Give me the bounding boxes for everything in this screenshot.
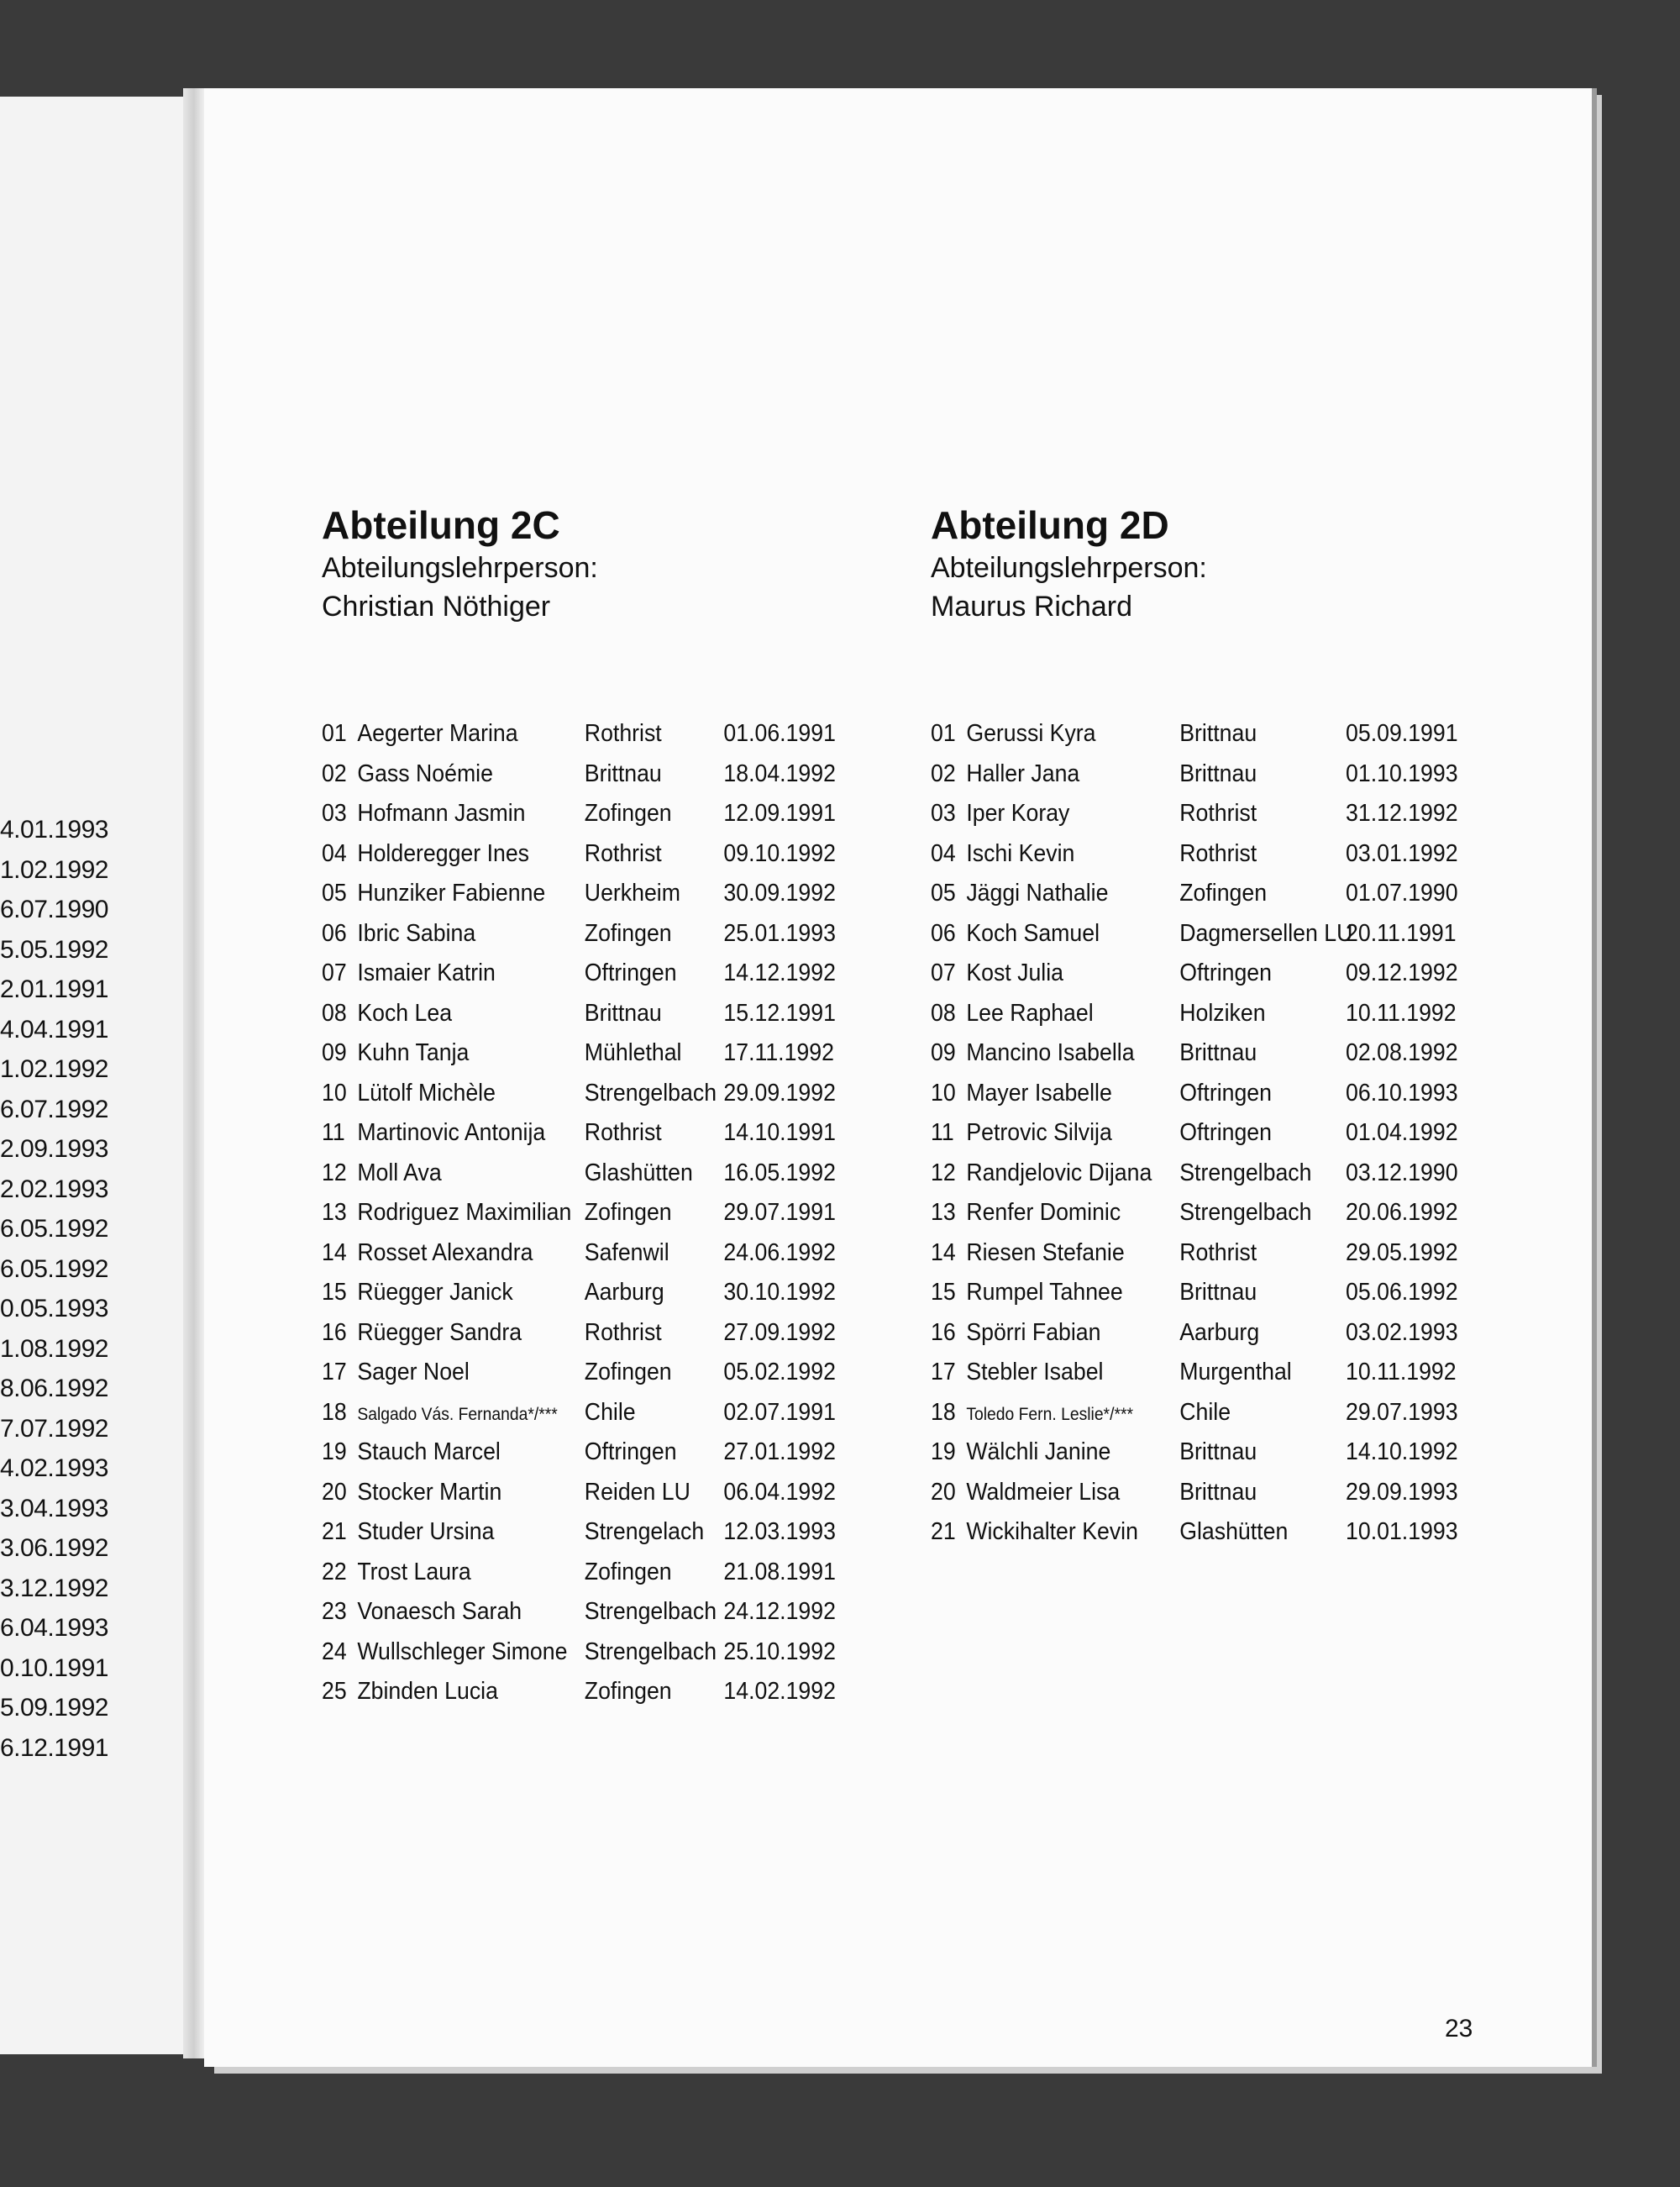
student-town: Murgenthal [1179, 1359, 1292, 1385]
table-row [322, 1595, 836, 1635]
table-row [931, 1316, 1458, 1356]
student-name: Gerussi Kyra [966, 720, 1096, 747]
student-name: Koch Lea [357, 999, 453, 1027]
student-name: Hofmann Jasmin [357, 800, 526, 827]
left-page-date: 1.02.1992 [0, 1055, 108, 1083]
student-number: 10 [322, 1079, 347, 1107]
table-row [322, 917, 836, 957]
student-birthdate: 24.06.1992 [723, 1238, 836, 1266]
student-number: 01 [931, 720, 956, 747]
left-page-date: 2.09.1993 [0, 1135, 108, 1163]
student-birthdate: 02.08.1992 [1346, 1039, 1458, 1066]
student-town: Brittnau [1179, 720, 1257, 747]
student-birthdate: 29.07.1991 [723, 1199, 836, 1226]
table-row [931, 1435, 1458, 1475]
student-number: 06 [931, 919, 956, 947]
student-birthdate: 15.12.1991 [723, 999, 836, 1027]
student-number: 16 [322, 1318, 347, 1346]
student-birthdate: 25.10.1992 [723, 1638, 836, 1665]
student-number: 21 [931, 1518, 956, 1545]
teacher-label: Abteilungslehrperson: [322, 552, 598, 584]
student-town: Strengelbach [584, 1638, 717, 1665]
table-row [931, 837, 1458, 877]
roster-2c [322, 717, 836, 1715]
student-birthdate: 01.06.1991 [723, 720, 836, 747]
student-name: Wullschleger Simone [357, 1638, 568, 1665]
student-name: Toledo Fern. Leslie*/*** [966, 1404, 1134, 1424]
table-row [322, 1116, 836, 1156]
table-row [322, 1555, 836, 1596]
left-page-date: 8.06.1992 [0, 1375, 108, 1402]
table-row [931, 956, 1458, 996]
student-name: Ismaier Katrin [357, 959, 496, 986]
student-town: Dagmersellen LU [1179, 919, 1353, 947]
table-row [931, 1236, 1458, 1276]
left-page-date: 6.07.1992 [0, 1095, 108, 1123]
student-birthdate: 29.09.1993 [1346, 1478, 1458, 1506]
student-number: 03 [322, 800, 347, 827]
student-town: Oftringen [584, 1438, 677, 1465]
left-page [0, 97, 192, 2054]
table-row [931, 1396, 1458, 1436]
student-name: Hunziker Fabienne [357, 880, 546, 907]
left-page-date: 6.12.1991 [0, 1733, 108, 1762]
table-row [931, 1156, 1458, 1196]
student-name: Moll Ava [357, 1159, 442, 1186]
left-page-date: 3.12.1992 [0, 1574, 108, 1602]
student-number: 07 [931, 959, 956, 986]
student-number: 17 [322, 1359, 347, 1385]
student-town: Zofingen [584, 1359, 672, 1385]
student-number: 11 [322, 1119, 345, 1146]
student-number: 09 [322, 1039, 347, 1066]
student-birthdate: 05.06.1992 [1346, 1279, 1458, 1306]
student-name: Rumpel Tahnee [966, 1279, 1123, 1306]
student-number: 23 [322, 1598, 347, 1625]
teacher-name: Christian Nöthiger [322, 591, 551, 623]
student-name: Kost Julia [966, 959, 1063, 986]
student-birthdate: 21.08.1991 [723, 1558, 836, 1585]
student-town: Oftringen [1179, 1079, 1272, 1107]
student-birthdate: 12.09.1991 [723, 800, 836, 827]
student-town: Zofingen [584, 919, 672, 947]
student-town: Zofingen [584, 800, 672, 827]
student-name: Ibric Sabina [357, 919, 476, 947]
table-row [931, 1196, 1458, 1236]
table-row [322, 1156, 836, 1196]
student-birthdate: 01.07.1990 [1346, 880, 1458, 907]
student-town: Oftringen [1179, 1119, 1272, 1146]
student-birthdate: 30.10.1992 [723, 1279, 836, 1306]
table-row [931, 717, 1458, 757]
student-town: Uerkheim [584, 880, 680, 907]
student-birthdate: 03.01.1992 [1346, 839, 1458, 867]
table-row [322, 1355, 836, 1396]
student-number: 25 [322, 1678, 347, 1705]
left-page-date: 6.07.1990 [0, 896, 108, 923]
student-town: Rothrist [584, 1119, 662, 1146]
student-town: Rothrist [584, 839, 662, 867]
table-row [322, 996, 836, 1037]
student-name: Mayer Isabelle [966, 1079, 1112, 1107]
table-row [322, 1196, 836, 1236]
student-name: Stocker Martin [357, 1478, 502, 1506]
student-town: Chile [584, 1398, 636, 1426]
table-row [322, 717, 836, 757]
student-town: Chile [1179, 1398, 1231, 1426]
student-birthdate: 03.12.1990 [1346, 1159, 1458, 1186]
left-page-date: 3.04.1993 [0, 1494, 108, 1522]
student-town: Rothrist [1179, 839, 1257, 867]
student-town: Oftringen [1179, 959, 1272, 986]
table-row [931, 1076, 1458, 1117]
student-name: Iper Koray [966, 800, 1070, 827]
table-row [322, 1275, 836, 1316]
student-name: Sager Noel [357, 1359, 470, 1385]
student-birthdate: 06.04.1992 [723, 1478, 836, 1506]
student-number: 02 [322, 760, 347, 787]
student-name: Rüegger Sandra [357, 1318, 522, 1346]
student-town: Brittnau [584, 760, 662, 787]
student-number: 05 [322, 880, 347, 907]
student-number: 18 [931, 1398, 956, 1426]
student-birthdate: 10.01.1993 [1346, 1518, 1458, 1545]
table-row [322, 956, 836, 996]
student-town: Zofingen [584, 1558, 672, 1585]
left-page-date: 3.06.1992 [0, 1534, 108, 1562]
student-name: Wickihalter Kevin [966, 1518, 1138, 1545]
table-row [931, 1355, 1457, 1396]
student-town: Strengelbach [1179, 1199, 1312, 1226]
left-page-date: 2.02.1993 [0, 1175, 108, 1203]
student-name: Stebler Isabel [966, 1359, 1104, 1385]
table-row [322, 1674, 836, 1715]
table-row [322, 1635, 836, 1675]
student-name: Lee Raphael [966, 999, 1094, 1027]
student-name: Trost Laura [357, 1558, 471, 1585]
student-name: Zbinden Lucia [357, 1678, 498, 1705]
student-number: 03 [931, 800, 956, 827]
student-number: 19 [931, 1438, 956, 1465]
student-number: 24 [322, 1638, 347, 1665]
student-town: Rothrist [584, 720, 662, 747]
student-town: Brittnau [1179, 1279, 1257, 1306]
student-town: Glashütten [584, 1159, 693, 1186]
student-town: Glashütten [1179, 1518, 1289, 1545]
student-number: 10 [931, 1079, 956, 1107]
teacher-name: Maurus Richard [931, 591, 1132, 623]
student-name: Rosset Alexandra [357, 1238, 533, 1266]
student-town: Safenwil [584, 1238, 669, 1266]
table-row [322, 1076, 836, 1117]
table-row [931, 1036, 1458, 1076]
student-town: Brittnau [1179, 760, 1257, 787]
student-name: Aegerter Marina [357, 720, 518, 747]
student-name: Stauch Marcel [357, 1438, 501, 1465]
student-town: Brittnau [1179, 1478, 1257, 1506]
left-page-date: 1.08.1992 [0, 1334, 108, 1363]
roster-2d [931, 717, 1458, 1555]
student-name: Studer Ursina [357, 1518, 495, 1545]
left-page-date: 4.02.1993 [0, 1454, 108, 1482]
book-gutter [183, 88, 207, 2058]
student-name: Mancino Isabella [966, 1039, 1135, 1066]
table-row [931, 917, 1457, 957]
student-birthdate: 06.10.1993 [1346, 1079, 1458, 1107]
student-birthdate: 16.05.1992 [723, 1159, 836, 1186]
left-page-date: 2.01.1991 [0, 975, 108, 1003]
student-birthdate: 20.06.1992 [1346, 1199, 1458, 1226]
student-number: 14 [931, 1238, 956, 1266]
student-number: 12 [322, 1159, 347, 1186]
student-number: 12 [931, 1159, 956, 1186]
student-town: Oftringen [584, 959, 677, 986]
table-row [931, 1515, 1458, 1555]
student-birthdate: 10.11.1992 [1346, 1359, 1457, 1385]
left-page-dates [0, 813, 108, 1771]
student-name: Holderegger Ines [357, 839, 530, 867]
section-2c-header [322, 502, 598, 626]
student-number: 14 [322, 1238, 347, 1266]
student-number: 07 [322, 959, 347, 986]
student-birthdate: 14.12.1992 [723, 959, 836, 986]
left-page-date: 4.01.1993 [0, 816, 108, 844]
student-number: 20 [322, 1478, 347, 1506]
student-birthdate: 17.11.1992 [723, 1039, 834, 1066]
student-name: Lütolf Michèle [357, 1079, 496, 1107]
student-town: Rothrist [1179, 1238, 1257, 1266]
student-name: Vonaesch Sarah [357, 1598, 522, 1625]
table-row [931, 876, 1458, 917]
table-row [322, 1396, 836, 1436]
student-birthdate: 09.10.1992 [723, 839, 836, 867]
left-page-date: 6.05.1992 [0, 1254, 108, 1283]
table-row [322, 757, 836, 797]
student-birthdate: 01.04.1992 [1346, 1119, 1458, 1146]
student-name: Salgado Vás. Fernanda*/*** [357, 1404, 558, 1424]
page-number: 23 [1445, 2015, 1473, 2042]
student-number: 13 [931, 1199, 956, 1226]
table-row [322, 1036, 834, 1076]
student-town: Reiden LU [584, 1478, 690, 1506]
student-birthdate: 03.02.1993 [1346, 1318, 1458, 1346]
student-birthdate: 14.10.1991 [723, 1119, 836, 1146]
student-birthdate: 29.05.1992 [1346, 1238, 1458, 1266]
student-number: 19 [322, 1438, 347, 1465]
student-town: Rothrist [1179, 800, 1257, 827]
student-name: Kuhn Tanja [357, 1039, 470, 1066]
student-birthdate: 10.11.1992 [1346, 999, 1457, 1027]
student-number: 22 [322, 1558, 347, 1585]
student-birthdate: 02.07.1991 [723, 1398, 836, 1426]
student-birthdate: 25.01.1993 [723, 919, 836, 947]
table-row [931, 1475, 1458, 1516]
student-town: Rothrist [584, 1318, 662, 1346]
student-name: Koch Samuel [966, 919, 1100, 947]
student-birthdate: 14.10.1992 [1346, 1438, 1458, 1465]
student-town: Aarburg [584, 1279, 664, 1306]
student-birthdate: 18.04.1992 [723, 760, 836, 787]
student-town: Zofingen [584, 1199, 672, 1226]
left-page-date: 0.05.1993 [0, 1295, 108, 1322]
student-birthdate: 30.09.1992 [723, 880, 836, 907]
student-number: 04 [931, 839, 956, 867]
student-number: 21 [322, 1518, 347, 1545]
student-birthdate: 12.03.1993 [723, 1518, 836, 1545]
student-town: Mühlethal [584, 1039, 682, 1066]
section-2d-header [931, 502, 1207, 626]
student-birthdate: 27.09.1992 [723, 1318, 836, 1346]
student-number: 08 [322, 999, 347, 1027]
table-row [931, 796, 1458, 837]
student-name: Rüegger Janick [357, 1279, 513, 1306]
teacher-label: Abteilungslehrperson: [931, 552, 1207, 584]
section-title: Abteilung 2C [322, 503, 560, 547]
student-name: Rodriguez Maximilian [357, 1199, 572, 1226]
student-town: Strengelbach [584, 1079, 717, 1107]
student-town: Holziken [1179, 999, 1266, 1027]
student-name: Gass Noémie [357, 760, 493, 787]
student-town: Strengelbach [1179, 1159, 1312, 1186]
student-birthdate: 29.09.1992 [723, 1079, 836, 1107]
student-name: Haller Jana [966, 760, 1080, 787]
student-number: 16 [931, 1318, 956, 1346]
left-page-date: 6.05.1992 [0, 1215, 108, 1243]
student-number: 01 [322, 720, 347, 747]
left-page-date: 6.04.1993 [0, 1614, 108, 1642]
table-row [322, 1475, 836, 1516]
left-page-date: 5.09.1992 [0, 1694, 108, 1722]
table-row [322, 796, 836, 837]
student-town: Zofingen [1179, 880, 1268, 907]
student-number: 17 [931, 1359, 956, 1385]
table-row [931, 996, 1457, 1037]
student-birthdate: 27.01.1992 [723, 1438, 836, 1465]
student-town: Brittnau [1179, 1039, 1257, 1066]
student-name: Riesen Stefanie [966, 1238, 1125, 1266]
student-number: 05 [931, 880, 956, 907]
student-number: 11 [931, 1119, 954, 1146]
table-row [322, 1515, 836, 1555]
student-number: 15 [322, 1279, 347, 1306]
student-town: Zofingen [584, 1678, 672, 1705]
student-town: Brittnau [1179, 1438, 1257, 1465]
student-town: Strengelach [584, 1518, 705, 1545]
left-page-date: 1.02.1992 [0, 855, 108, 884]
student-number: 09 [931, 1039, 956, 1066]
student-number: 18 [322, 1398, 347, 1426]
student-birthdate: 20.11.1991 [1346, 919, 1457, 947]
section-title: Abteilung 2D [931, 503, 1169, 547]
table-row [322, 876, 836, 917]
table-row [931, 757, 1458, 797]
student-number: 04 [322, 839, 347, 867]
student-name: Wälchli Janine [966, 1438, 1111, 1465]
student-number: 13 [322, 1199, 347, 1226]
student-birthdate: 14.02.1992 [723, 1678, 836, 1705]
student-name: Spörri Fabian [966, 1318, 1101, 1346]
student-birthdate: 05.02.1992 [723, 1359, 836, 1385]
student-birthdate: 24.12.1992 [723, 1598, 836, 1625]
student-birthdate: 05.09.1991 [1346, 720, 1458, 747]
table-row [322, 1435, 836, 1475]
student-birthdate: 31.12.1992 [1346, 800, 1458, 827]
student-number: 15 [931, 1279, 956, 1306]
table-row [322, 1316, 836, 1356]
student-birthdate: 01.10.1993 [1346, 760, 1458, 787]
student-birthdate: 29.07.1993 [1346, 1398, 1458, 1426]
student-number: 20 [931, 1478, 956, 1506]
table-row [322, 1236, 836, 1276]
left-page-date: 5.05.1992 [0, 935, 108, 964]
student-town: Brittnau [584, 999, 662, 1027]
student-name: Petrovic Silvija [966, 1119, 1112, 1146]
left-page-date: 7.07.1992 [0, 1414, 108, 1443]
student-number: 02 [931, 760, 956, 787]
student-name: Renfer Dominic [966, 1199, 1121, 1226]
student-town: Aarburg [1179, 1318, 1260, 1346]
student-name: Martinovic Antonija [357, 1119, 546, 1146]
table-row [931, 1275, 1458, 1316]
left-page-date: 4.04.1991 [0, 1015, 108, 1044]
student-name: Ischi Kevin [966, 839, 1075, 867]
student-number: 06 [322, 919, 347, 947]
left-page-date: 0.10.1991 [0, 1653, 108, 1682]
student-name: Waldmeier Lisa [966, 1478, 1121, 1506]
table-row [322, 837, 836, 877]
table-row [931, 1116, 1458, 1156]
student-town: Strengelbach [584, 1598, 717, 1625]
student-number: 08 [931, 999, 956, 1027]
student-birthdate: 09.12.1992 [1346, 959, 1458, 986]
student-name: Randjelovic Dijana [966, 1159, 1152, 1186]
student-name: Jäggi Nathalie [966, 880, 1109, 907]
